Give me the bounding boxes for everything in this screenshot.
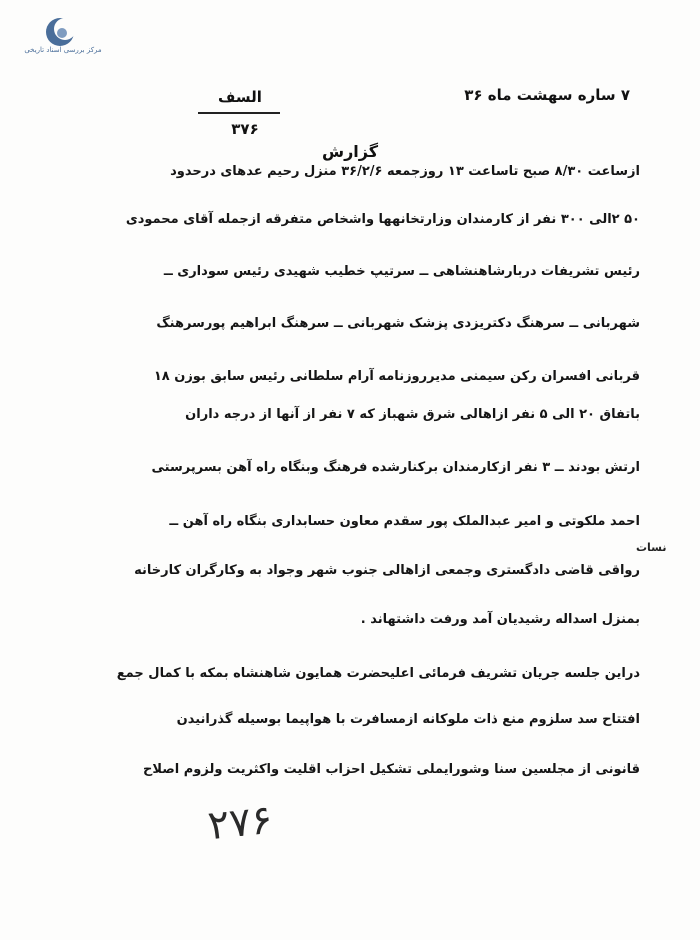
document-date: ۷ ساره سهشت ماه ۳۶ [464,86,630,104]
body-line: باتفاق ۲۰ الی ۵ نفر ازاهالی شرق شهباز که ۷ نفر از آنها از درجه داران [185,407,640,422]
body-line: قربانی افسران رکن سیمنی مدیرروزنامه آرام سلطانی رئیس سابق بوزن ۱۸ [153,369,640,384]
body-line: قانونی از مجلسین سنا وشورایملی تشکیل احزاب اقلیت واکثریت ولزوم اصلاح [142,762,640,777]
body-line: ازساعت ۸/۳۰ صبح تاساعت ۱۳ روزجمعه ۳۶/۲/۶ منزل رحیم عدهای درحدود [170,164,640,179]
document-number: ۳۷۶ [231,120,259,138]
body-line: افتتاح سد سلزوم منع ذات ملوکانه ازمسافرت با هواپیما بوسیله گذرانیدن [176,712,640,727]
body-line: دراین جلسه جریان تشریف فرمائی اعلیحضرت همایون شاهنشاه بمکه با کمال جمع [116,666,640,681]
body-line: رئیس تشریفات دربارشاهنشاهی ــ سرتیپ خطیب شهیدی رئیس سوداری ــ [163,264,640,279]
body-line: بمنزل اسداله رشیدیان آمد ورفت داشتهاند . [360,612,640,627]
archive-logo-caption: مرکز بررسی اسناد تاریخی [24,46,102,54]
handwritten-number: ۲۷۶ [205,796,275,850]
margin-note: نسات [636,541,667,554]
body-line: رواقی قاضی دادگستری وجمعی ازاهالی جنوب شهر وجواد به وکارگران کارخانه [134,563,640,578]
body-line: ارتش بودند ــ ۳ نفر ازکارمندان برکنارشده فرهنگ وبنگاه راه آهن بسرپرستی [151,460,640,475]
section-divider [198,112,280,114]
report-title: گزارش [321,142,379,161]
body-line: احمد ملکوتی و امیر عبدالملک پور سقدم معاون حسابداری بنگاه راه آهن ــ [169,514,640,529]
body-line: ۵۰ ۲الی ۳۰۰ نفر از کارمندان وزارتخانهها واشخاص متفرقه ازجمله آقای محمودی [125,212,640,227]
section-label: السف [218,88,262,106]
body-line: شهربانی ــ سرهنگ دکتریزدی پزشک شهربانی ــ سرهنگ ابراهیم پورسرهنگ [156,316,640,331]
